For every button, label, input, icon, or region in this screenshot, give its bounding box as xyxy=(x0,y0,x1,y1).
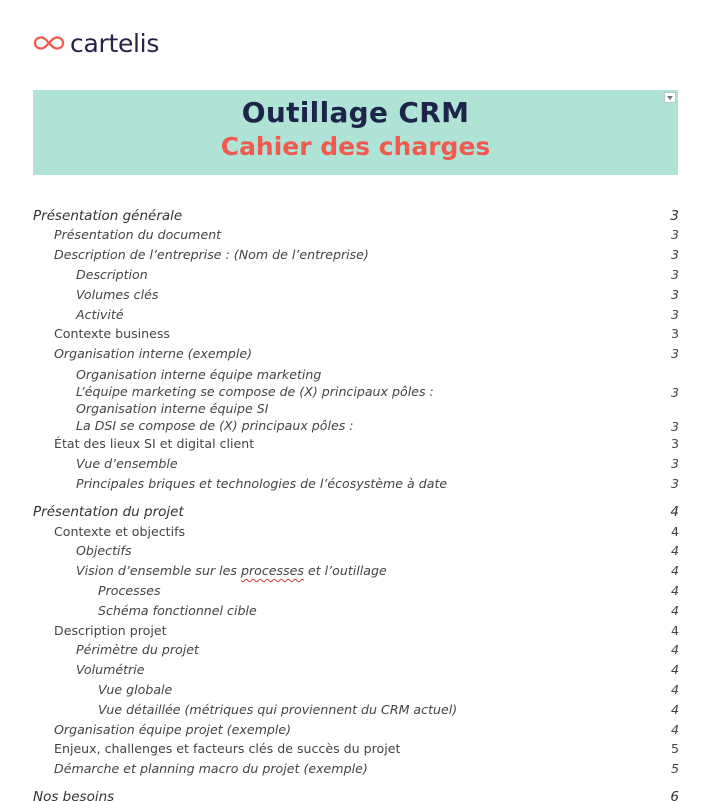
toc-entry-label: Description de l’entreprise : (Nom de l’entreprise) xyxy=(54,247,369,262)
toc-entry[interactable] xyxy=(76,563,679,581)
toc-entry-page-number: 3 xyxy=(670,419,679,434)
toc-entry-page-number: 4 xyxy=(670,563,679,578)
toc-entry-label: Démarche et planning macro du projet (exemple) xyxy=(54,761,368,776)
toc-entry-label: Activité xyxy=(76,307,124,322)
toc-entry-page-number: 4 xyxy=(670,642,679,657)
toc-entry-label: Schéma fonctionnel cible xyxy=(98,603,257,618)
toc-entry-page-number: 3 xyxy=(670,208,679,224)
toc-entry[interactable] xyxy=(98,702,679,720)
toc-entry-page-number: 4 xyxy=(670,543,679,558)
toc-entry[interactable] xyxy=(54,326,679,344)
toc-entry-page-number: 3 xyxy=(670,287,679,302)
toc-entry-page-number: 4 xyxy=(670,524,679,539)
toc-entry-page-number: 4 xyxy=(670,702,679,717)
toc-entry-label: Description projet xyxy=(54,623,167,638)
toc-entry[interactable] xyxy=(76,400,679,434)
toc-entry-label: Organisation interne équipe SI La DSI se compose de (X) principaux pôles : xyxy=(76,401,354,433)
toc-entry-page-number: 3 xyxy=(670,476,679,491)
toc-entry-label: Présentation du projet xyxy=(33,504,184,520)
toc-entry-label: Processes xyxy=(98,583,161,598)
toc-entry-page-number: 5 xyxy=(670,741,679,756)
toc-entry-label: Contexte et objectifs xyxy=(54,524,186,539)
toc-entry-label: État des lieux SI et digital client xyxy=(54,436,255,451)
document-subtitle: Cahier des charges xyxy=(220,132,491,161)
toc-entry-label: Vue détaillée (métriques qui proviennent du CRM actuel) xyxy=(98,702,458,717)
toc-entry[interactable] xyxy=(54,761,679,779)
toc-entry[interactable] xyxy=(98,682,679,700)
toc-entry[interactable] xyxy=(54,247,679,265)
toc-entry-page-number: 6 xyxy=(670,789,679,801)
toc-entry-label: Nos besoins xyxy=(33,789,115,801)
dropdown-arrow-icon[interactable] xyxy=(664,92,676,103)
toc-entry-page-number: 4 xyxy=(670,583,679,598)
toc-entry-label: Organisation interne (exemple) xyxy=(54,346,253,361)
title-banner xyxy=(33,90,678,175)
toc-entry-page-number: 3 xyxy=(670,227,679,242)
toc-entry-page-number: 4 xyxy=(670,603,679,618)
document-title: Outillage CRM xyxy=(241,96,470,129)
toc-entry-page-number: 3 xyxy=(670,346,679,361)
toc-entry[interactable] xyxy=(76,267,679,285)
toc-entry-page-number: 3 xyxy=(670,326,679,341)
toc-entry[interactable] xyxy=(54,227,679,245)
toc-entry[interactable] xyxy=(54,436,679,454)
toc-entry-label: Principales briques et technologies de l’écosystème à date xyxy=(76,476,448,491)
toc-entry[interactable] xyxy=(76,366,679,400)
toc-entry-label: Périmètre du projet xyxy=(76,642,199,657)
toc-entry[interactable] xyxy=(54,741,679,759)
toc-entry-label: Organisation interne équipe marketing L’équipe marketing se compose de (X) principaux pôles : xyxy=(76,367,434,399)
infinity-loop-icon xyxy=(33,33,65,53)
toc-entry[interactable] xyxy=(76,662,679,680)
toc-entry-label: Description xyxy=(76,267,148,282)
toc-entry[interactable] xyxy=(98,603,679,621)
toc-entry-label: Objectifs xyxy=(76,543,132,558)
toc-entry-page-number: 3 xyxy=(670,456,679,471)
toc-entry-page-number: 4 xyxy=(670,662,679,677)
toc-entry-page-number: 3 xyxy=(670,247,679,262)
toc-entry-page-number: 4 xyxy=(670,504,679,520)
toc-entry[interactable] xyxy=(54,623,679,641)
toc-entry-page-number: 5 xyxy=(670,761,679,776)
toc-entry-page-number: 4 xyxy=(670,623,679,638)
logo-text: cartelis xyxy=(70,28,160,58)
toc-entry[interactable] xyxy=(33,789,679,801)
toc-entry-page-number: 3 xyxy=(670,267,679,282)
spellcheck-underline: processes xyxy=(240,563,304,578)
toc-entry[interactable] xyxy=(76,642,679,660)
toc-entry[interactable] xyxy=(54,346,679,364)
toc-entry[interactable] xyxy=(54,524,679,542)
toc-entry-label: Présentation générale xyxy=(33,208,183,224)
toc-entry[interactable] xyxy=(76,307,679,325)
toc-entry-label: Présentation du document xyxy=(54,227,222,242)
toc-entry[interactable] xyxy=(98,583,679,601)
toc-entry-page-number: 4 xyxy=(670,722,679,737)
toc-entry-page-number: 3 xyxy=(670,385,679,400)
toc-entry-label: Vue d’ensemble xyxy=(76,456,178,471)
toc-entry[interactable] xyxy=(76,476,679,494)
toc-entry-label: Volumes clés xyxy=(76,287,159,302)
cartelis-logo xyxy=(33,26,159,60)
toc-entry-page-number: 4 xyxy=(670,682,679,697)
toc-entry-label: Vue globale xyxy=(98,682,173,697)
toc-entry[interactable] xyxy=(54,722,679,740)
toc-entry[interactable] xyxy=(33,208,679,226)
toc-entry[interactable] xyxy=(76,543,679,561)
toc-entry[interactable] xyxy=(33,504,679,522)
toc-entry-label: Volumétrie xyxy=(76,662,145,677)
toc-entry-label: Vision d’ensemble sur les processes et l’outillage xyxy=(76,563,387,578)
toc-entry-label: Organisation équipe projet (exemple) xyxy=(54,722,292,737)
toc-entry-page-number: 3 xyxy=(670,307,679,322)
toc-entry[interactable] xyxy=(76,456,679,474)
toc-entry-label: Enjeux, challenges et facteurs clés de succès du projet xyxy=(54,741,401,756)
toc-entry-page-number: 3 xyxy=(670,436,679,451)
toc-entry[interactable] xyxy=(76,287,679,305)
toc-entry-label: Contexte business xyxy=(54,326,170,341)
